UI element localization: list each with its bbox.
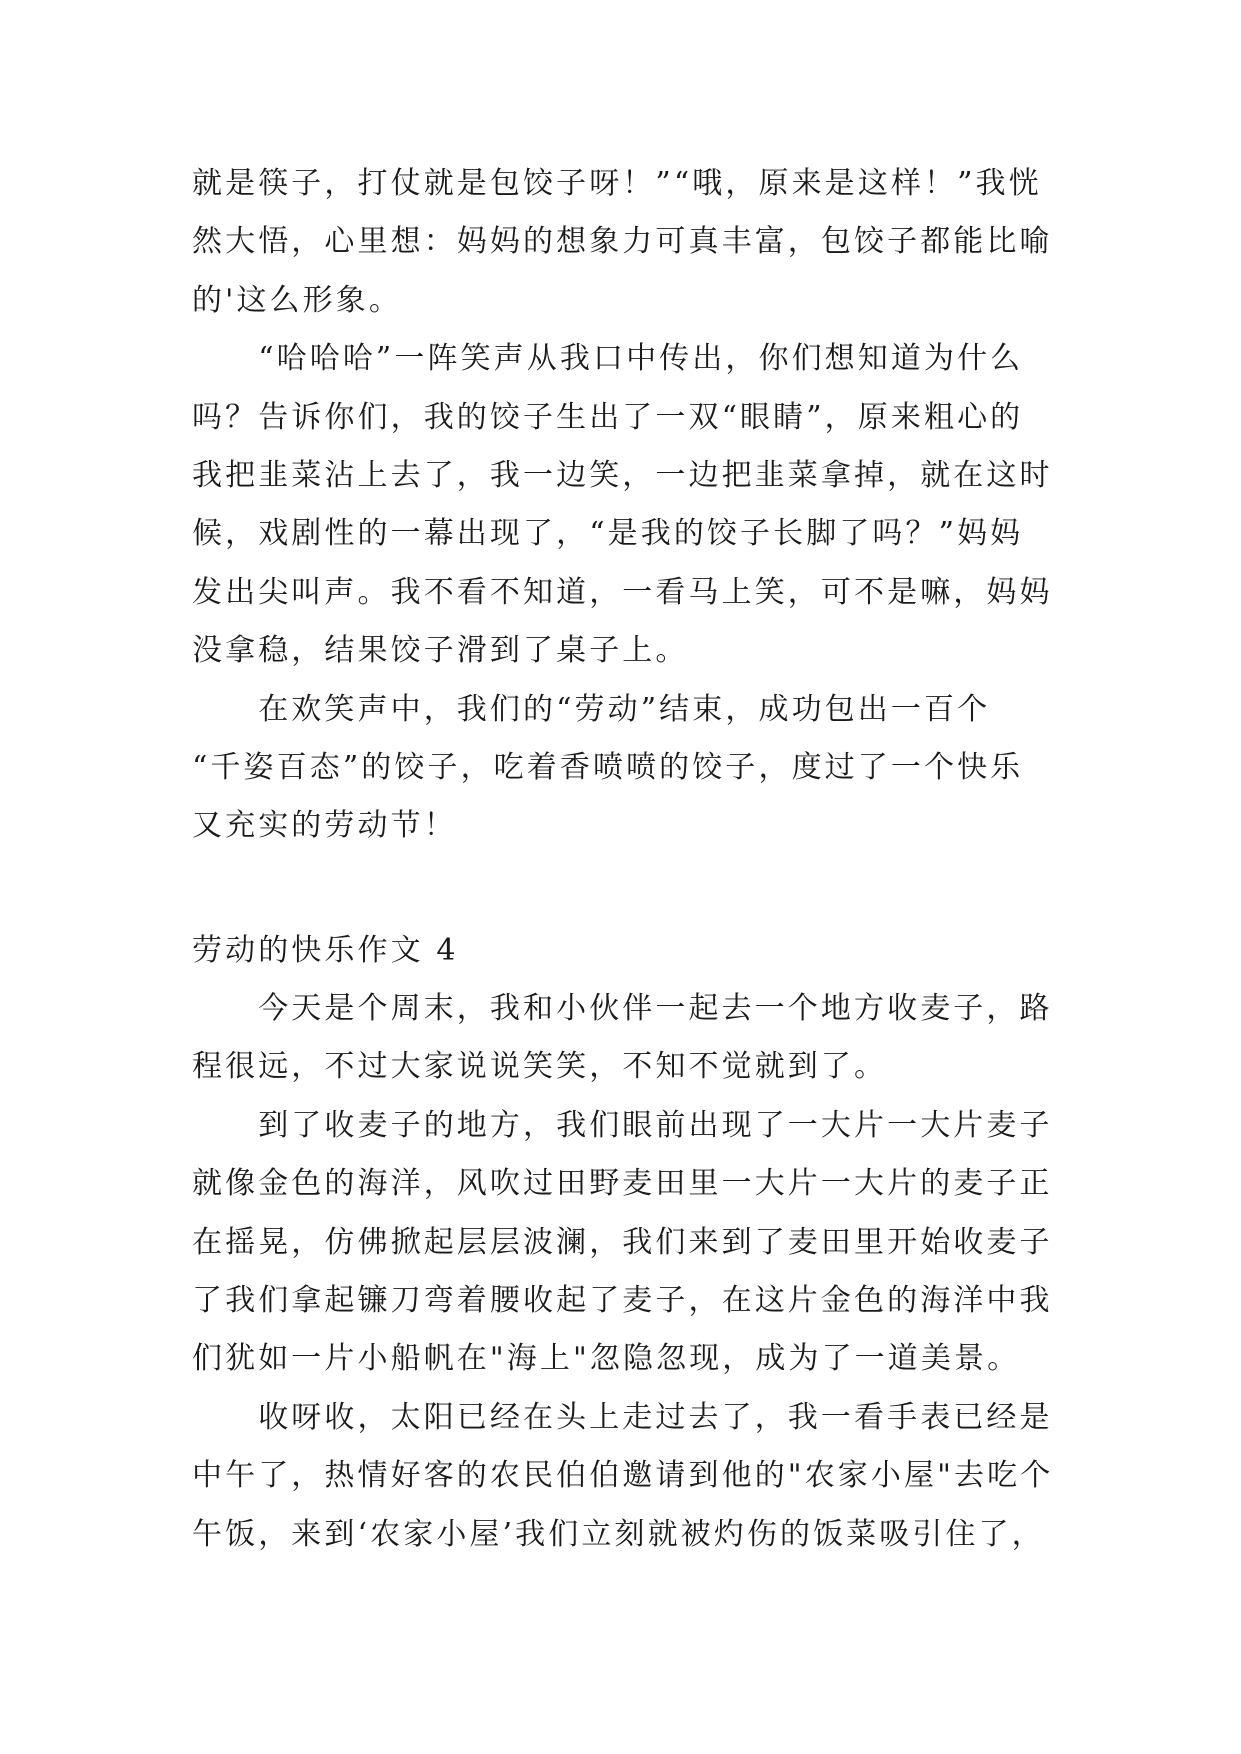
document-body xyxy=(192,155,1052,1564)
text-line: 又充实的劳动节！ xyxy=(192,808,457,844)
text-line: 在欢笑声中，我们的“劳动”结束，成功包出一百个 xyxy=(192,691,991,727)
text-line: “千姿百态”的饺子，吃着香喷喷的饺子，度过了一个快乐 xyxy=(192,749,1024,785)
text-line: 今天是个周末，我和小伙伴一起去一个地方收麦子，路 xyxy=(192,991,1053,1027)
text-line: “哈哈哈”一阵笑声从我口中传出，你们想知道为什么 xyxy=(192,341,1024,377)
text-line: 收呀收，太阳已经在头上走过去了，我一看手表已经是 xyxy=(192,1399,1053,1435)
text-line: 午饭，来到‘农家小屋’我们立刻就被灼伤的饭菜吸引住了， xyxy=(192,1516,1045,1552)
paragraph xyxy=(192,155,1052,330)
text-line: 了我们拿起镰刀弯着腰收起了麦子，在这片金色的海洋中我 xyxy=(192,1283,1053,1319)
text-line: 没拿稳，结果饺子滑到了桌子上。 xyxy=(192,633,689,669)
text-line: 就像金色的海洋，风吹过田野麦田里一大片一大片的麦子正 xyxy=(192,1166,1053,1202)
section-title: 劳动的快乐作文 4 xyxy=(192,932,459,968)
text-line: 到了收麦子的地方，我们眼前出现了一大片一大片麦子 xyxy=(192,1107,1053,1143)
text-line: 的'这么形象。 xyxy=(192,282,402,318)
text-line: 我把韭菜沾上去了，我一边笑，一边把韭菜拿掉，就在这时 xyxy=(192,457,1053,493)
text-line: 就是筷子，打仗就是包饺子呀！”“哦，原来是这样！”我恍 xyxy=(192,166,1042,201)
text-line: 发出尖叫声。我不看不知道，一看马上笑，可不是嘛，妈妈 xyxy=(192,574,1053,610)
paragraph xyxy=(192,980,1052,1097)
text-line: 们犹如一片小船帆在"海上"忽隐忽现，成为了一道美景。 xyxy=(192,1341,1021,1377)
text-line: 吗？告诉你们，我的饺子生出了一双“眼睛”，原来粗心的 xyxy=(192,399,1024,435)
paragraph xyxy=(192,1389,1052,1564)
text-line: 然大悟，心里想：妈妈的想象力可真丰富，包饺子都能比喻 xyxy=(192,224,1053,260)
section-spacer xyxy=(192,856,1052,922)
text-line: 候，戏剧性的一幕出现了，“是我的饺子长脚了吗？”妈妈 xyxy=(192,516,1024,552)
text-line: 在摇晃，仿佛掀起层层波澜，我们来到了麦田里开始收麦子 xyxy=(192,1224,1053,1260)
text-line: 中午了，热情好客的农民伯伯邀请到他的"农家小屋"去吃个 xyxy=(192,1458,1054,1494)
text-line: 程很远，不过大家说说笑笑，不知不觉就到了。 xyxy=(192,1049,888,1085)
paragraph xyxy=(192,1097,1052,1389)
paragraph xyxy=(192,681,1052,856)
paragraph xyxy=(192,330,1052,680)
